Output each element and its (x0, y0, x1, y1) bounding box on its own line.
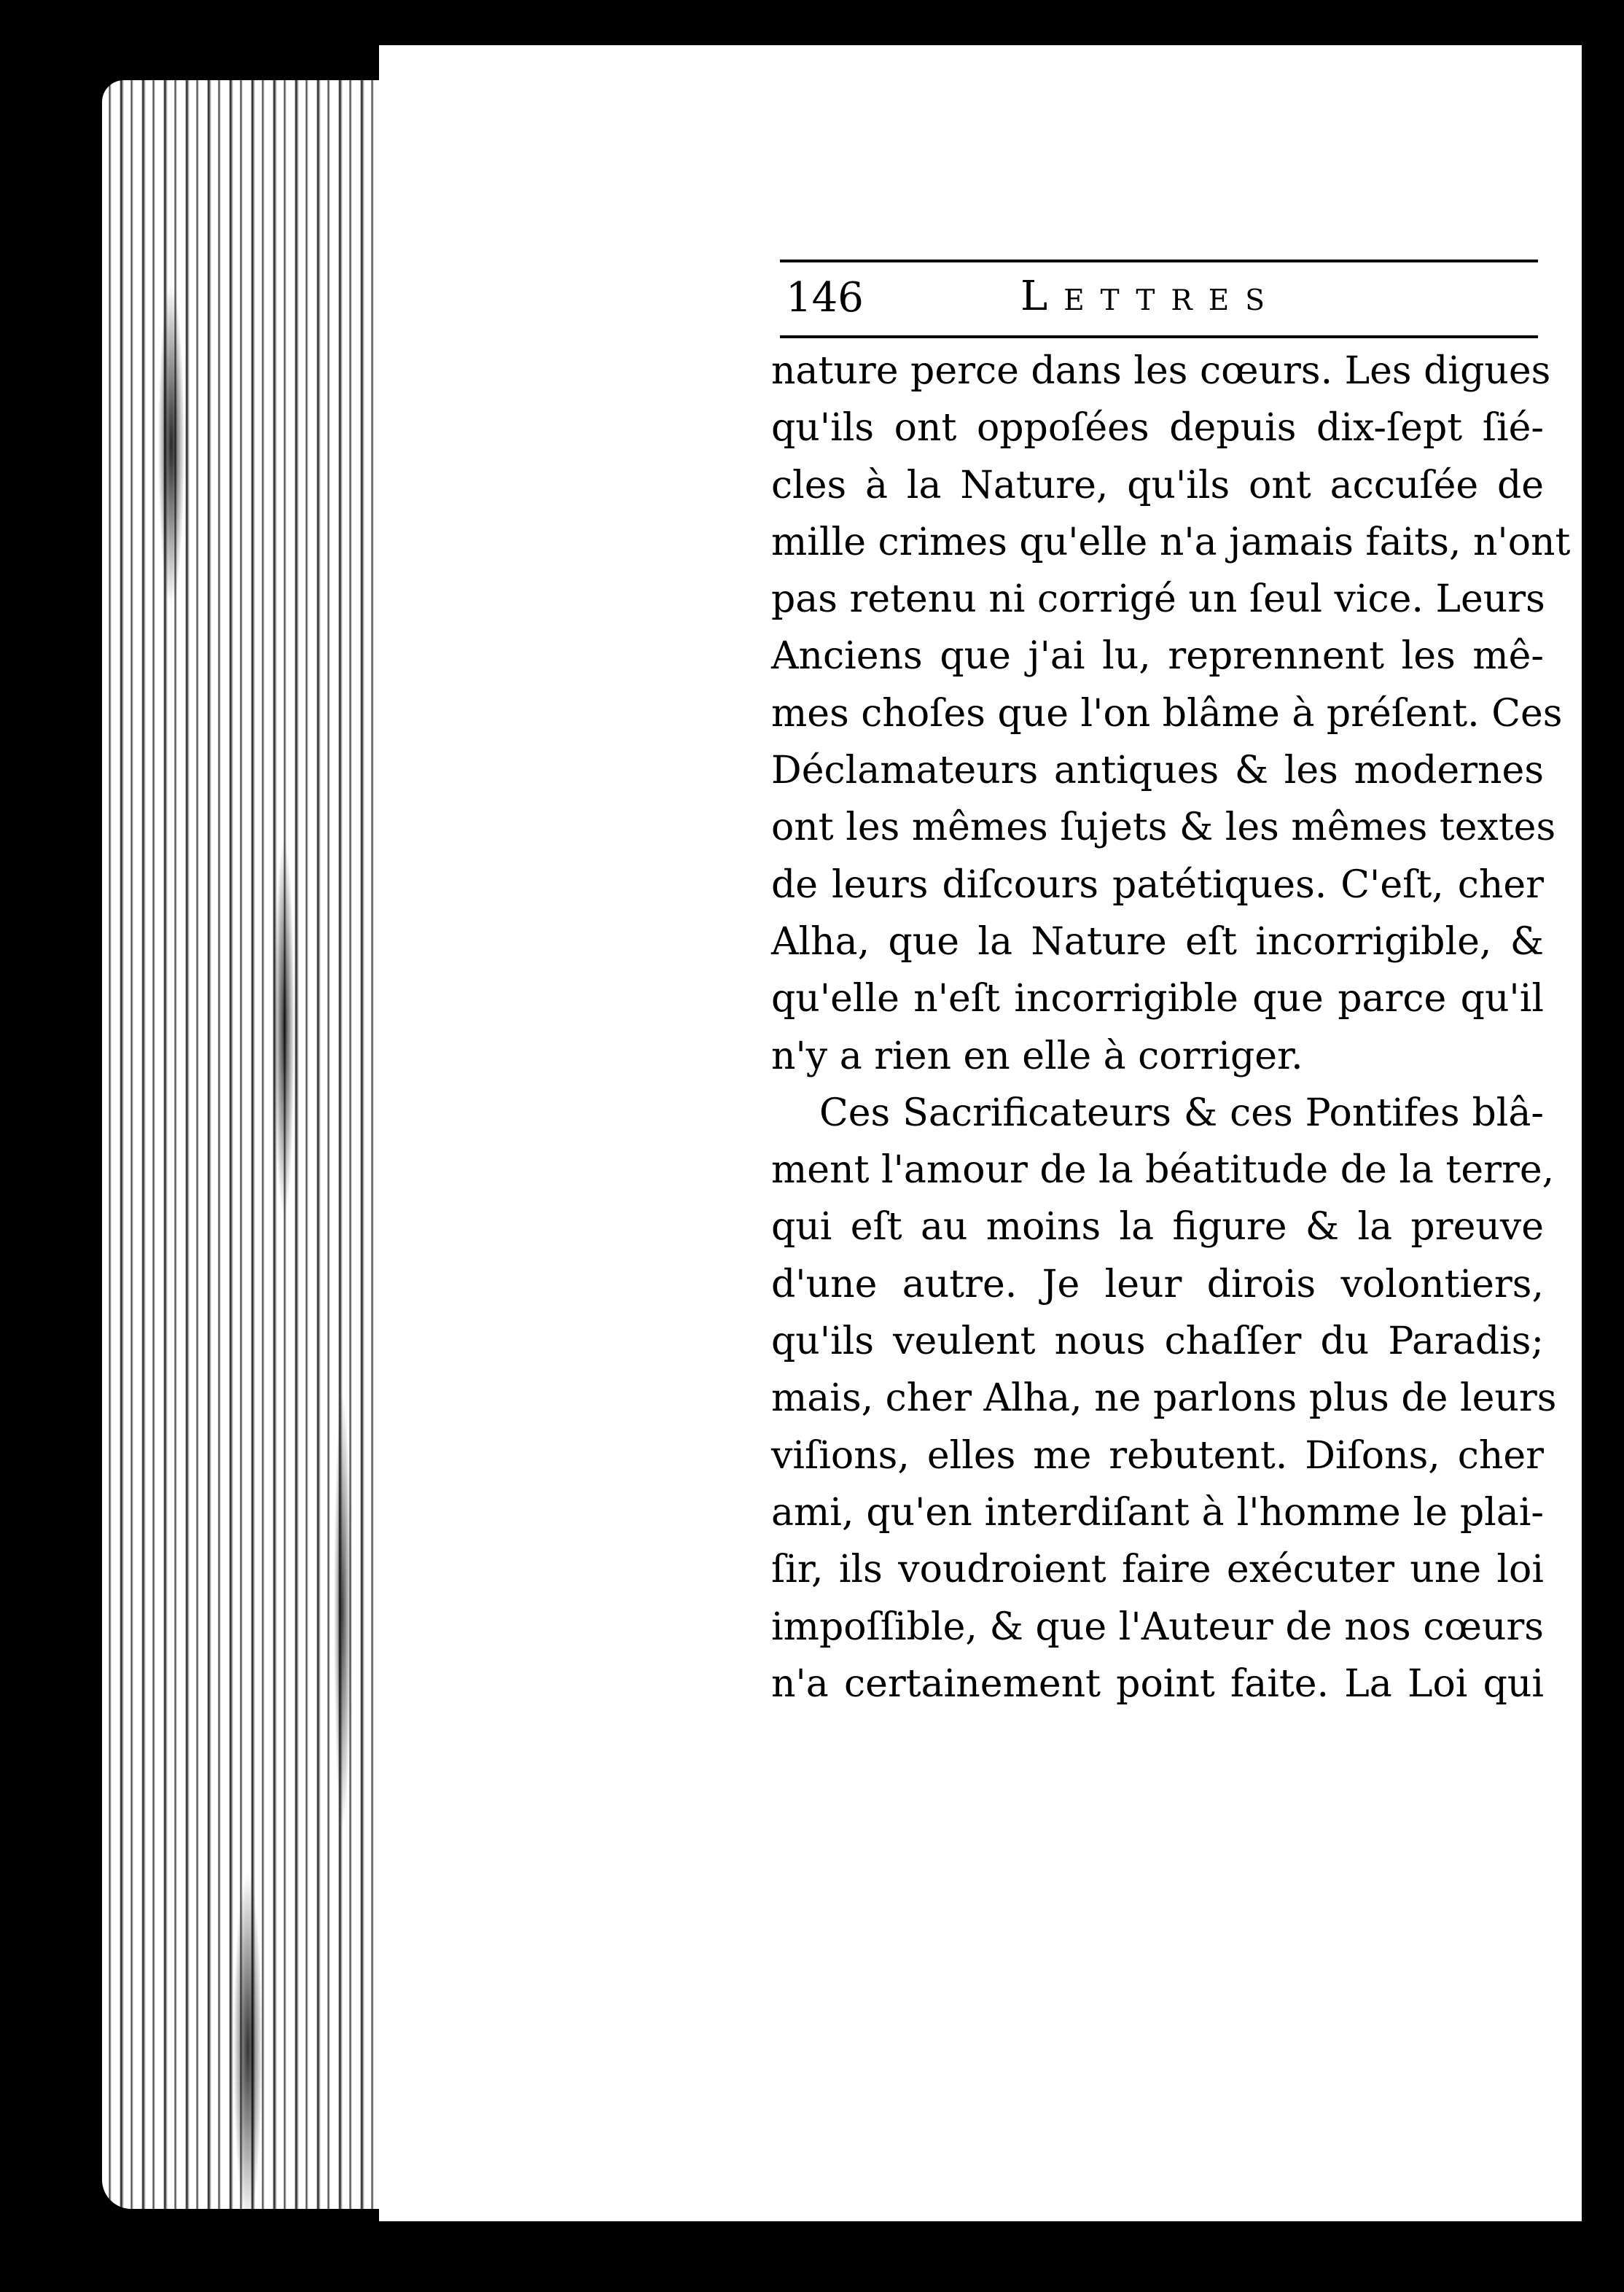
text-line: ami, qu'en interdiſant à l'homme le plai- (771, 1490, 1544, 1535)
text-line: impoſſible, & que l'Auteur de nos cœurs (771, 1605, 1544, 1649)
page-number: 146 (786, 274, 864, 321)
text-line: Ces Sacrificateurs & ces Pontifes blâ- (819, 1091, 1544, 1135)
text-line: Anciens que j'ai lu, reprennent les mê- (771, 634, 1544, 679)
text-line: n'y a rien en elle à corriger. (771, 1034, 1303, 1078)
text-line: n'a certainement point faite. La Loi qui (771, 1661, 1544, 1706)
text-line: pas retenu ni corrigé un ſeul vice. Leurs (771, 577, 1545, 622)
text-line: mes choſes que l'on blâme à préſent. Ces (771, 691, 1563, 736)
text-line: qu'ils ont oppoſées depuis dix-ſept ſié- (771, 406, 1544, 451)
text-line: qu'elle n'eſt incorrigible que parce qu'il (771, 977, 1544, 1021)
book-edge-shading (102, 80, 408, 2209)
text-line: de leurs diſcours patétiques. C'eſt, cher (771, 862, 1544, 907)
text-line: mille crimes qu'elle n'a jamais faits, n'ont (771, 520, 1571, 564)
running-title: Lettres (1020, 273, 1281, 320)
text-line: qui eſt au moins la figure & la preuve (771, 1205, 1544, 1250)
text-line: ſir, ils voudroient faire exécuter une loi (771, 1548, 1544, 1592)
text-line: ont les mêmes ſujets & les mêmes textes (771, 806, 1556, 850)
text-line: Déclamateurs antiques & les modernes (771, 749, 1544, 793)
text-line: cles à la Nature, qu'ils ont accuſée de (771, 463, 1544, 507)
running-head (780, 260, 1538, 338)
body-text (771, 343, 1571, 1712)
text-line: d'une autre. Je leur dirois volontiers, (771, 1262, 1544, 1306)
text-line: Alha, que la Nature eſt incorrigible, & (771, 919, 1544, 964)
text-line: qu'ils veulent nous chaſſer du Paradis; (771, 1320, 1544, 1364)
text-line: ment l'amour de la béatitude de la terre, (771, 1148, 1555, 1193)
text-line: mais, cher Alha, ne parlons plus de leurs (771, 1376, 1557, 1421)
text-line: viſions, elles me rebutent. Diſons, cher (771, 1433, 1544, 1478)
text-line: nature perce dans les cœurs. Les digues (771, 349, 1551, 393)
